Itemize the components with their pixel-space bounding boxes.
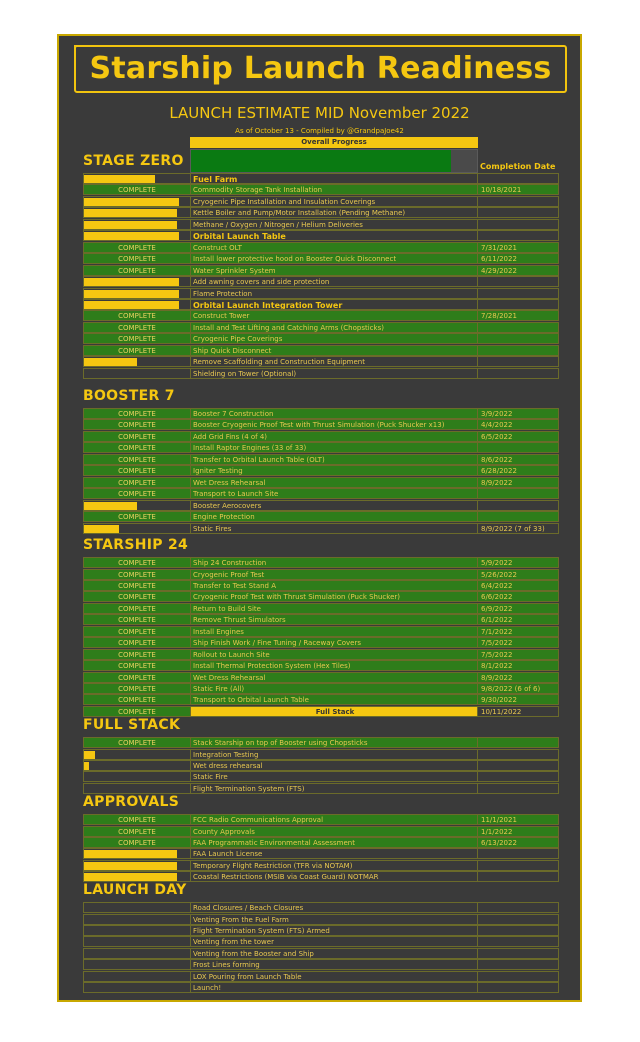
checklist-row [83,310,559,321]
status-cell: COMPLETE [83,737,190,748]
task-name: Cryogenic Pipe Coverings [190,333,478,344]
checklist-row [83,442,559,453]
completion-date: 8/9/2022 [478,477,559,488]
completion-date [478,860,559,871]
checklist-row [83,557,559,568]
status-cell: COMPLETE [83,837,190,848]
task-name: Shielding on Tower (Optional) [190,368,478,379]
checklist-row [83,637,559,648]
checklist-row [83,276,559,287]
subsection-heading: Fuel Farm [190,173,478,184]
task-progress-bar [84,301,179,309]
completion-date [478,511,559,522]
task-progress-bar [84,198,179,206]
completion-date [478,771,559,782]
status-cell [83,959,190,970]
completion-date [478,207,559,218]
status-cell: COMPLETE [83,477,190,488]
checklist-row [83,219,559,230]
completion-date: 5/9/2022 [478,557,559,568]
status-cell [83,771,190,782]
completion-date [478,299,559,310]
section-heading: BOOSTER 7 [83,388,175,404]
status-cell: COMPLETE [83,626,190,637]
task-name: Install lower protective hood on Booster Quick Disconnect [190,253,478,264]
status-cell [83,871,190,882]
completion-date: 10/11/2022 [478,706,559,717]
task-name: Transport to Launch Site [190,488,478,499]
status-cell: COMPLETE [83,431,190,442]
completion-date: 8/9/2022 [478,672,559,683]
task-name: FCC Radio Communications Approval [190,814,478,825]
checklist-row [83,771,559,782]
task-name: Engine Protection [190,511,478,522]
checklist-row [83,184,559,195]
task-name: Static Fire (All) [190,683,478,694]
checklist-row [83,672,559,683]
task-name: Commodity Storage Tank Installation [190,184,478,195]
task-name: Add awning covers and side protection [190,276,478,287]
completion-date: 8/9/2022 (7 of 33) [478,523,559,534]
status-cell: COMPLETE [83,672,190,683]
checklist-row [83,242,559,253]
section-heading: LAUNCH DAY [83,882,187,898]
task-name: Install Raptor Engines (33 of 33) [190,442,478,453]
checklist-row [83,959,559,970]
completion-date: 7/5/2022 [478,637,559,648]
status-cell: COMPLETE [83,345,190,356]
task-progress-bar [84,751,95,759]
task-name: Venting from the tower [190,936,478,947]
completion-date [478,971,559,982]
task-name: Coastal Restrictions (MSIB via Coast Guard) NOTMAR [190,871,478,882]
completion-date [478,356,559,367]
completion-date: 6/11/2022 [478,253,559,264]
task-progress-bar [84,502,137,510]
status-cell: COMPLETE [83,184,190,195]
completion-date: 7/1/2022 [478,626,559,637]
status-cell: COMPLETE [83,637,190,648]
task-progress-bar [84,175,155,183]
task-name: Igniter Testing [190,465,478,476]
task-progress-bar [84,221,177,229]
task-name: Ship 24 Construction [190,557,478,568]
status-cell [83,925,190,936]
status-cell [83,948,190,959]
status-cell [83,860,190,871]
task-name: Transfer to Orbital Launch Table (OLT) [190,454,478,465]
task-name: Flight Termination System (FTS) [190,783,478,794]
task-progress-bar [84,873,177,881]
status-cell: COMPLETE [83,242,190,253]
status-cell: COMPLETE [83,265,190,276]
checklist-row [83,936,559,947]
task-name: Flight Termination System (FTS) Armed [190,925,478,936]
checklist-row [83,982,559,993]
completion-date: 1/1/2022 [478,826,559,837]
checklist-row [83,848,559,859]
task-progress-bar [84,278,179,286]
status-cell [83,971,190,982]
status-cell [83,207,190,218]
checklist-row [83,465,559,476]
completion-date [478,914,559,925]
task-name: Booster Aerocovers [190,500,478,511]
task-name: Temporary Flight Restriction (TFR via NOTAM) [190,860,478,871]
checklist-row [83,431,559,442]
checklist-row [83,580,559,591]
completion-date: 9/8/2022 (6 of 6) [478,683,559,694]
completion-date [478,322,559,333]
completion-date: 7/5/2022 [478,649,559,660]
task-name: Full Stack [190,706,478,717]
checklist-row [83,356,559,367]
completion-date [478,982,559,993]
checklist-row [83,477,559,488]
completion-date [478,848,559,859]
status-cell: COMPLETE [83,614,190,625]
completion-date [478,925,559,936]
task-name: Kettle Boiler and Pump/Motor Installation (Pending Methane) [190,207,478,218]
task-name: Static Fire [190,771,478,782]
task-name: Ship Finish Work / Fine Tuning / Raceway Covers [190,637,478,648]
completion-date: 6/9/2022 [478,603,559,614]
task-name: Wet dress rehearsal [190,760,478,771]
checklist [59,36,580,1000]
task-name: Return to Build Site [190,603,478,614]
completion-date: 6/1/2022 [478,614,559,625]
status-cell [83,276,190,287]
completion-date [478,488,559,499]
page-title: Starship Launch Readiness [89,51,552,86]
task-name: Install Engines [190,626,478,637]
completion-date: 6/13/2022 [478,837,559,848]
checklist-row [83,660,559,671]
status-cell [83,749,190,760]
section-heading: APPROVALS [83,794,180,810]
task-name: Cryogenic Proof Test with Thrust Simulation (Puck Shucker) [190,591,478,602]
status-cell [83,914,190,925]
completion-date [478,871,559,882]
checklist-row [83,345,559,356]
checklist-row [83,322,559,333]
checklist-row [83,333,559,344]
task-name: Construct Tower [190,310,478,321]
status-cell: COMPLETE [83,683,190,694]
status-cell [83,356,190,367]
checklist-row [83,914,559,925]
completion-date: 3/9/2022 [478,408,559,419]
subsection-heading: Orbital Launch Integration Tower [190,299,478,310]
checklist-row [83,207,559,218]
status-cell [83,982,190,993]
status-cell [83,500,190,511]
task-name: Venting From the Fuel Farm [190,914,478,925]
task-name: Rollout to Launch Site [190,649,478,660]
status-cell: COMPLETE [83,419,190,430]
checklist-row [83,902,559,913]
status-cell: COMPLETE [83,322,190,333]
checklist-row [83,826,559,837]
completion-date [478,500,559,511]
completion-date [478,737,559,748]
checklist-row [83,948,559,959]
task-progress-bar [84,290,179,298]
status-cell: COMPLETE [83,603,190,614]
completion-date [478,749,559,760]
completion-date [478,760,559,771]
completion-date: 8/1/2022 [478,660,559,671]
task-name: Road Closures / Beach Closures [190,902,478,913]
status-cell: COMPLETE [83,488,190,499]
completion-date [478,783,559,794]
checklist-row [83,649,559,660]
status-cell [83,902,190,913]
task-name: Cryogenic Pipe Installation and Insulation Coverings [190,196,478,207]
completion-date: 10/18/2021 [478,184,559,195]
completion-date [478,276,559,287]
status-cell [83,299,190,310]
checklist-row [83,454,559,465]
checklist-row [83,971,559,982]
checklist-row [83,749,559,760]
task-name: Cryogenic Proof Test [190,569,478,580]
task-name: Methane / Oxygen / Nitrogen / Helium Deliveries [190,219,478,230]
status-cell: COMPLETE [83,826,190,837]
task-name: Booster 7 Construction [190,408,478,419]
checklist-row [83,603,559,614]
completion-date: 6/5/2022 [478,431,559,442]
status-cell: COMPLETE [83,569,190,580]
completion-date: 4/29/2022 [478,265,559,276]
task-name: Construct OLT [190,242,478,253]
status-cell [83,848,190,859]
completion-date [478,333,559,344]
section-heading: STAGE ZERO [83,153,184,169]
completion-date [478,936,559,947]
status-cell: COMPLETE [83,814,190,825]
task-name: LOX Pouring from Launch Table [190,971,478,982]
completion-date: 11/1/2021 [478,814,559,825]
completion-date: 6/28/2022 [478,465,559,476]
task-name: Wet Dress Rehearsal [190,672,478,683]
checklist-row [83,368,559,379]
checklist-row [83,419,559,430]
status-cell [83,368,190,379]
task-name: Water Sprinkler System [190,265,478,276]
subsection-heading: Orbital Launch Table [190,230,478,241]
task-name: Launch! [190,982,478,993]
status-cell: COMPLETE [83,454,190,465]
task-name: Integration Testing [190,749,478,760]
section-heading: STARSHIP 24 [83,537,189,553]
as-of-note: As of October 13 - Compiled by @GrandpaJoe42 [235,127,404,135]
status-cell [83,936,190,947]
completion-date [478,959,559,970]
task-progress-bar [84,850,177,858]
checklist-row [83,760,559,771]
task-name: Flame Protection [190,288,478,299]
completion-date [478,230,559,241]
completion-date: 7/28/2021 [478,310,559,321]
checklist-row [83,614,559,625]
checklist-row [83,569,559,580]
launch-estimate: LAUNCH ESTIMATE MID November 2022 [169,104,470,122]
checklist-row [83,299,559,310]
completion-date: 4/4/2022 [478,419,559,430]
task-name: Transfer to Test Stand A [190,580,478,591]
status-cell [83,288,190,299]
completion-date [478,219,559,230]
status-cell: COMPLETE [83,694,190,705]
status-cell: COMPLETE [83,511,190,522]
section-heading: FULL STACK [83,717,181,733]
status-cell: COMPLETE [83,706,190,717]
task-name: Wet Dress Rehearsal [190,477,478,488]
checklist-row [83,288,559,299]
overall-progress-label: Overall Progress [190,137,478,148]
checklist-row [83,706,559,717]
task-progress-bar [84,762,89,770]
status-cell [83,760,190,771]
status-cell [83,173,190,184]
task-name: FAA Programmatic Environmental Assessment [190,837,478,848]
checklist-row [83,408,559,419]
status-cell [83,523,190,534]
status-cell: COMPLETE [83,310,190,321]
status-cell: COMPLETE [83,591,190,602]
checklist-row [83,488,559,499]
checklist-row [83,230,559,241]
completion-date [478,345,559,356]
checklist-row [83,694,559,705]
completion-date-header: Completion Date [480,162,556,171]
checklist-row [83,925,559,936]
checklist-row [83,737,559,748]
task-progress-bar [84,232,179,240]
task-name: Ship Quick Disconnect [190,345,478,356]
status-cell: COMPLETE [83,557,190,568]
completion-date: 5/26/2022 [478,569,559,580]
task-progress-bar [84,358,137,366]
task-progress-bar [84,209,177,217]
status-cell: COMPLETE [83,253,190,264]
checklist-row [83,783,559,794]
status-cell [83,783,190,794]
task-name: Stack Starship on top of Booster using Chopsticks [190,737,478,748]
status-cell [83,219,190,230]
task-name: Transport to Orbital Launch Table [190,694,478,705]
task-name: County Approvals [190,826,478,837]
completion-date: 6/4/2022 [478,580,559,591]
task-name: Remove Scaffolding and Construction Equipment [190,356,478,367]
checklist-row [83,626,559,637]
checklist-row [83,173,559,184]
task-name: Install Thermal Protection System (Hex Tiles) [190,660,478,671]
completion-date [478,442,559,453]
checklist-row [83,683,559,694]
checklist-row [83,523,559,534]
task-name: Booster Cryogenic Proof Test with Thrust Simulation (Puck Shucker x13) [190,419,478,430]
status-cell: COMPLETE [83,660,190,671]
checklist-row [83,196,559,207]
status-cell: COMPLETE [83,580,190,591]
completion-date [478,196,559,207]
readiness-sheet [57,34,582,1002]
checklist-row [83,860,559,871]
task-name: Add Grid Fins (4 of 4) [190,431,478,442]
task-name: Remove Thrust Simulators [190,614,478,625]
task-progress-bar [84,525,119,533]
checklist-row [83,265,559,276]
status-cell [83,196,190,207]
checklist-row [83,591,559,602]
completion-date [478,288,559,299]
task-name: Static Fires [190,523,478,534]
checklist-row [83,814,559,825]
completion-date: 9/30/2022 [478,694,559,705]
completion-date: 6/6/2022 [478,591,559,602]
status-cell: COMPLETE [83,465,190,476]
completion-date [478,948,559,959]
status-cell: COMPLETE [83,442,190,453]
task-name: Frost Lines forming [190,959,478,970]
completion-date: 7/31/2021 [478,242,559,253]
task-name: Install and Test Lifting and Catching Arms (Chopsticks) [190,322,478,333]
status-cell: COMPLETE [83,649,190,660]
task-progress-bar [84,862,177,870]
completion-date [478,368,559,379]
status-cell: COMPLETE [83,408,190,419]
completion-date [478,902,559,913]
checklist-row [83,511,559,522]
status-cell [83,230,190,241]
checklist-row [83,253,559,264]
task-name: Venting from the Booster and Ship [190,948,478,959]
status-cell: COMPLETE [83,333,190,344]
completion-date: 8/6/2022 [478,454,559,465]
completion-date [478,173,559,184]
task-name: FAA Launch License [190,848,478,859]
checklist-row [83,871,559,882]
checklist-row [83,500,559,511]
checklist-row [83,837,559,848]
